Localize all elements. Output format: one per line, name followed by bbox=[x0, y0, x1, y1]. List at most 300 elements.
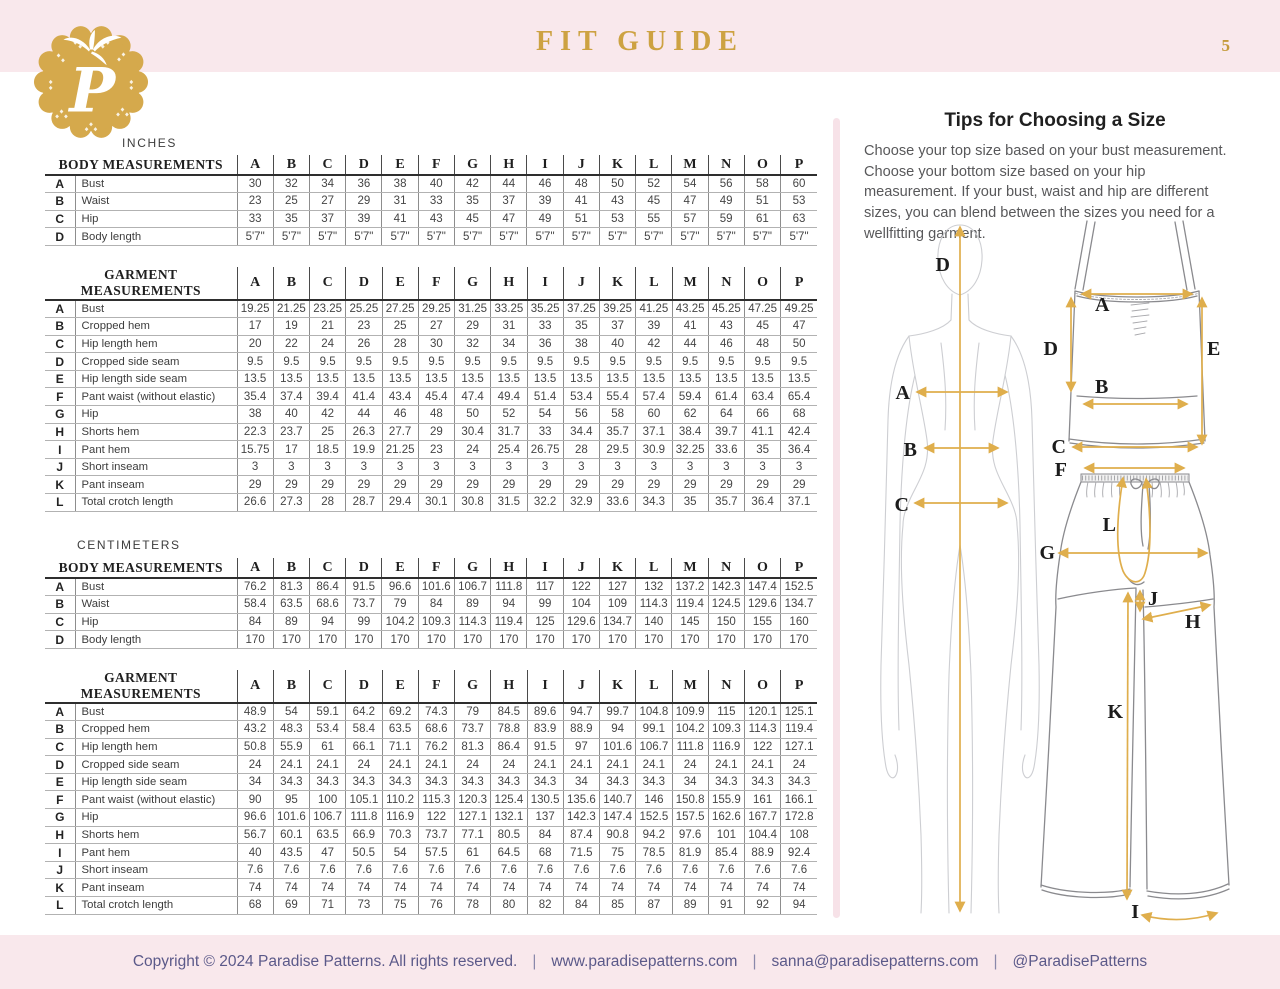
measurement-value: 7.6 bbox=[781, 861, 817, 879]
measurement-value: 28 bbox=[382, 335, 418, 353]
measurement-value: 37.4 bbox=[273, 388, 309, 406]
measurement-value: 34.4 bbox=[563, 423, 599, 441]
measurement-value: 84 bbox=[563, 897, 599, 915]
row-label: Shorts hem bbox=[75, 826, 237, 844]
size-column-header: G bbox=[454, 558, 490, 578]
row-label: Cropped hem bbox=[75, 318, 237, 336]
measurement-value: 104.8 bbox=[636, 703, 672, 721]
measurement-value: 24.1 bbox=[745, 756, 781, 774]
measurement-value: 7.6 bbox=[600, 861, 636, 879]
size-column-header: F bbox=[418, 670, 454, 703]
measurement-value: 109.3 bbox=[708, 721, 744, 739]
measurement-value: 142.3 bbox=[563, 809, 599, 827]
measurement-value: 116.9 bbox=[382, 809, 418, 827]
measurement-value: 3 bbox=[237, 458, 273, 476]
measurement-value: 68 bbox=[781, 406, 817, 424]
measurement-value: 28 bbox=[310, 494, 346, 512]
measurement-value: 90.8 bbox=[600, 826, 636, 844]
measurement-value: 9.5 bbox=[745, 353, 781, 371]
table-row bbox=[45, 596, 817, 614]
measurement-value: 33.25 bbox=[491, 300, 527, 318]
size-column-header: K bbox=[599, 558, 635, 578]
measurement-value: 5'7" bbox=[273, 228, 309, 246]
measurement-value: 59.1 bbox=[310, 703, 346, 721]
measurement-value: 50.8 bbox=[237, 738, 273, 756]
measurement-value: 80 bbox=[491, 897, 527, 915]
measurement-table bbox=[45, 558, 817, 649]
row-label: Pant inseam bbox=[75, 476, 237, 494]
measurement-value: 53.4 bbox=[563, 388, 599, 406]
table-row bbox=[45, 406, 817, 424]
measurement-value: 7.6 bbox=[346, 861, 382, 879]
measurement-value: 34.3 bbox=[491, 773, 527, 791]
measurement-value: 5'7" bbox=[672, 228, 708, 246]
measurement-value: 89 bbox=[273, 613, 309, 631]
measurement-value: 5'7" bbox=[599, 228, 635, 246]
measurement-value: 46 bbox=[708, 335, 744, 353]
measurement-value: 25.4 bbox=[491, 441, 527, 459]
measurement-value: 166.1 bbox=[781, 791, 817, 809]
measurement-value: 160 bbox=[781, 613, 817, 631]
table-row bbox=[45, 318, 817, 336]
measurement-value: 9.5 bbox=[382, 353, 418, 371]
measurement-value: 70.3 bbox=[382, 826, 418, 844]
row-label: Hip length side seam bbox=[75, 370, 237, 388]
measurement-value: 125.4 bbox=[491, 791, 527, 809]
measurement-value: 43.2 bbox=[237, 721, 273, 739]
measurement-value: 5'7" bbox=[346, 228, 382, 246]
measurement-value: 13.5 bbox=[346, 370, 382, 388]
measurement-value: 34.3 bbox=[382, 773, 418, 791]
measurement-value: 3 bbox=[418, 458, 454, 476]
measurement-value: 96.6 bbox=[382, 578, 418, 596]
measurement-value: 25 bbox=[273, 193, 309, 211]
measurement-value: 31 bbox=[382, 193, 418, 211]
measurement-value: 3 bbox=[382, 458, 418, 476]
measurement-value: 7.6 bbox=[382, 861, 418, 879]
measurement-value: 82 bbox=[527, 897, 563, 915]
measurement-value: 7.6 bbox=[745, 861, 781, 879]
measurement-value: 35 bbox=[273, 210, 309, 228]
measurement-value: 127.1 bbox=[781, 738, 817, 756]
measurement-value: 35 bbox=[454, 193, 490, 211]
measurement-value: 5'7" bbox=[744, 228, 780, 246]
measurement-value: 3 bbox=[346, 458, 382, 476]
measurement-value: 91.5 bbox=[527, 738, 563, 756]
size-column-header: D bbox=[346, 558, 382, 578]
measurement-value: 115.3 bbox=[418, 791, 454, 809]
measurement-value: 152.5 bbox=[781, 578, 817, 596]
measurement-value: 45 bbox=[636, 193, 672, 211]
measurement-value: 21 bbox=[310, 318, 346, 336]
measurement-value: 24 bbox=[346, 756, 382, 774]
measurement-value: 79 bbox=[382, 596, 418, 614]
measurement-value: 88.9 bbox=[745, 844, 781, 862]
measurement-value: 3 bbox=[527, 458, 563, 476]
measurement-value: 39 bbox=[346, 210, 382, 228]
measurement-value: 5'7" bbox=[781, 228, 817, 246]
measurement-value: 29 bbox=[346, 476, 382, 494]
measurement-value: 170 bbox=[309, 631, 345, 649]
measurement-value: 41 bbox=[672, 318, 708, 336]
measurement-value: 37.25 bbox=[563, 300, 599, 318]
measurement-value: 73.7 bbox=[455, 721, 491, 739]
measurement-value: 64.5 bbox=[491, 844, 527, 862]
table-row bbox=[45, 335, 817, 353]
measurement-value: 101.6 bbox=[600, 738, 636, 756]
measurement-value: 47 bbox=[781, 318, 817, 336]
measurement-value: 137.2 bbox=[672, 578, 708, 596]
measurement-value: 64 bbox=[708, 406, 744, 424]
measurement-value: 56 bbox=[563, 406, 599, 424]
measurement-value: 45 bbox=[454, 210, 490, 228]
measurement-value: 69 bbox=[273, 897, 309, 915]
measurement-value: 71.5 bbox=[563, 844, 599, 862]
row-key: F bbox=[45, 791, 75, 809]
measurement-value: 147.4 bbox=[744, 578, 780, 596]
measurement-value: 170 bbox=[599, 631, 635, 649]
measurement-value: 66 bbox=[745, 406, 781, 424]
measurement-value: 155.9 bbox=[708, 791, 744, 809]
measurement-value: 19.9 bbox=[346, 441, 382, 459]
size-column-header: K bbox=[599, 155, 635, 175]
row-key: K bbox=[45, 476, 75, 494]
row-label: Bust bbox=[75, 578, 237, 596]
measurement-value: 170 bbox=[672, 631, 708, 649]
measurement-value: 3 bbox=[781, 458, 817, 476]
measurement-value: 34.3 bbox=[636, 773, 672, 791]
measurement-value: 34.3 bbox=[455, 773, 491, 791]
size-column-header: I bbox=[527, 558, 563, 578]
measurement-value: 140 bbox=[636, 613, 672, 631]
measurement-value: 3 bbox=[310, 458, 346, 476]
measurement-value: 122 bbox=[418, 809, 454, 827]
top-label-c: C bbox=[1051, 436, 1066, 458]
measurement-value: 35 bbox=[672, 494, 708, 512]
row-label: Hip length hem bbox=[75, 738, 237, 756]
measurement-value: 57 bbox=[672, 210, 708, 228]
measurement-value: 92.4 bbox=[781, 844, 817, 862]
measurement-value: 84 bbox=[527, 826, 563, 844]
measurement-table bbox=[45, 267, 817, 512]
measurement-value: 89 bbox=[672, 897, 708, 915]
measurement-value: 61 bbox=[310, 738, 346, 756]
measurement-value: 20 bbox=[237, 335, 273, 353]
size-column-header: O bbox=[745, 670, 781, 703]
measurement-value: 38 bbox=[237, 406, 273, 424]
measurement-value: 15.75 bbox=[237, 441, 273, 459]
size-column-header: M bbox=[672, 558, 708, 578]
row-label: Body length bbox=[75, 228, 237, 246]
measurement-value: 29 bbox=[745, 476, 781, 494]
measurement-value: 170 bbox=[781, 631, 817, 649]
waist-gathers bbox=[1087, 482, 1185, 497]
measurement-value: 167.7 bbox=[745, 809, 781, 827]
measurement-value: 29.4 bbox=[382, 494, 418, 512]
size-column-header: A bbox=[237, 155, 273, 175]
size-column-header: M bbox=[672, 155, 708, 175]
measurement-value: 30 bbox=[418, 335, 454, 353]
measurement-value: 132 bbox=[636, 578, 672, 596]
measurement-value: 24.1 bbox=[527, 756, 563, 774]
measurement-value: 32.2 bbox=[527, 494, 563, 512]
measurement-value: 142.3 bbox=[708, 578, 744, 596]
tips-paragraph: Choose your top size based on your bust measurement. Choose your bottom size based on your hip measurement. If your bust, waist and hip are different sizes, you can blend between the sizes you need for a wellfitting garment. bbox=[864, 143, 1227, 242]
measurement-value: 170 bbox=[744, 631, 780, 649]
measurement-value: 32 bbox=[273, 175, 309, 193]
table-row bbox=[45, 441, 817, 459]
size-column-header: G bbox=[455, 267, 491, 300]
website-link[interactable]: www.paradisepatterns.com bbox=[551, 953, 738, 970]
table-row bbox=[45, 300, 817, 318]
table-row bbox=[45, 578, 817, 596]
measurement-value: 51 bbox=[744, 193, 780, 211]
size-column-header: J bbox=[563, 670, 599, 703]
measurement-value: 27 bbox=[418, 318, 454, 336]
row-key: G bbox=[45, 809, 75, 827]
measurement-value: 74 bbox=[708, 879, 744, 897]
measurement-value: 21.25 bbox=[382, 441, 418, 459]
size-column-header: I bbox=[527, 670, 563, 703]
measurement-value: 161 bbox=[745, 791, 781, 809]
table-row bbox=[45, 809, 817, 827]
measurement-value: 5'7" bbox=[454, 228, 490, 246]
measurement-value: 24 bbox=[672, 756, 708, 774]
measurement-value: 129.6 bbox=[563, 613, 599, 631]
measurement-value: 43.25 bbox=[672, 300, 708, 318]
top-label-b: B bbox=[1095, 376, 1109, 398]
size-column-header: F bbox=[418, 267, 454, 300]
top-label-a: A bbox=[1095, 294, 1110, 316]
measurement-value: 106.7 bbox=[454, 578, 490, 596]
size-column-header: H bbox=[491, 558, 527, 578]
measurement-value: 97 bbox=[563, 738, 599, 756]
row-key: D bbox=[45, 228, 75, 246]
measurement-value: 34 bbox=[237, 773, 273, 791]
measurement-value: 170 bbox=[454, 631, 490, 649]
measurement-value: 84 bbox=[237, 613, 273, 631]
measurement-value: 34.3 bbox=[636, 494, 672, 512]
row-key: L bbox=[45, 494, 75, 512]
measurement-value: 35 bbox=[745, 441, 781, 459]
measurement-value: 22.3 bbox=[237, 423, 273, 441]
pants-illustration bbox=[1039, 459, 1229, 923]
measurement-value: 74 bbox=[491, 879, 527, 897]
measurement-value: 33 bbox=[527, 423, 563, 441]
row-key: B bbox=[45, 318, 75, 336]
measurement-value: 75 bbox=[382, 897, 418, 915]
measurement-value: 35.4 bbox=[237, 388, 273, 406]
measurement-value: 110.2 bbox=[382, 791, 418, 809]
measurement-value: 40 bbox=[418, 175, 454, 193]
measurement-value: 114.3 bbox=[636, 596, 672, 614]
measurement-value: 134.7 bbox=[599, 613, 635, 631]
measurement-value: 172.8 bbox=[781, 809, 817, 827]
measurement-value: 5'7" bbox=[527, 228, 563, 246]
measurement-value: 30.9 bbox=[636, 441, 672, 459]
table-row bbox=[45, 353, 817, 371]
measurement-value: 170 bbox=[708, 631, 744, 649]
measurement-value: 5'7" bbox=[708, 228, 744, 246]
table-title: BODY MEASUREMENTS bbox=[45, 155, 237, 175]
measurement-value: 27.3 bbox=[273, 494, 309, 512]
measurement-value: 47.25 bbox=[745, 300, 781, 318]
size-column-header: I bbox=[527, 155, 563, 175]
size-column-header: J bbox=[563, 155, 599, 175]
measurement-value: 13.5 bbox=[563, 370, 599, 388]
measurement-value: 9.5 bbox=[636, 353, 672, 371]
measurement-value: 9.5 bbox=[672, 353, 708, 371]
measurement-value: 3 bbox=[708, 458, 744, 476]
measurement-value: 63.5 bbox=[273, 596, 309, 614]
size-column-header: C bbox=[310, 670, 346, 703]
measurement-value: 89 bbox=[454, 596, 490, 614]
measurement-value: 9.5 bbox=[491, 353, 527, 371]
table-row bbox=[45, 210, 817, 228]
row-key: K bbox=[45, 879, 75, 897]
measurement-value: 54 bbox=[527, 406, 563, 424]
measurement-value: 27.7 bbox=[382, 423, 418, 441]
measurement-value: 48 bbox=[745, 335, 781, 353]
measurement-value: 42 bbox=[636, 335, 672, 353]
table-row bbox=[45, 738, 817, 756]
measurement-value: 38.4 bbox=[672, 423, 708, 441]
table-row bbox=[45, 476, 817, 494]
measurement-value: 155 bbox=[744, 613, 780, 631]
camisole-illustration bbox=[1044, 221, 1221, 458]
measurement-value: 104 bbox=[563, 596, 599, 614]
measurement-value: 106.7 bbox=[310, 809, 346, 827]
measurement-value: 29 bbox=[491, 476, 527, 494]
measurement-value: 73.7 bbox=[418, 826, 454, 844]
measurement-value: 74 bbox=[455, 879, 491, 897]
measurement-value: 94 bbox=[781, 897, 817, 915]
measurement-value: 51 bbox=[563, 210, 599, 228]
measurement-value: 35.7 bbox=[708, 494, 744, 512]
copyright-text: Copyright © 2024 Paradise Patterns. All rights reserved. bbox=[132, 953, 518, 970]
row-key: A bbox=[45, 703, 75, 721]
measurement-value: 23.7 bbox=[273, 423, 309, 441]
measurement-value: 84.5 bbox=[491, 703, 527, 721]
size-column-header: P bbox=[781, 558, 817, 578]
row-label: Waist bbox=[75, 596, 237, 614]
body-label-d: D bbox=[935, 254, 950, 276]
measurement-value: 99 bbox=[346, 613, 382, 631]
row-label: Total crotch length bbox=[75, 494, 237, 512]
measurement-value: 21.25 bbox=[273, 300, 309, 318]
social-handle-link[interactable]: @ParadisePatterns bbox=[1012, 953, 1148, 970]
row-key: H bbox=[45, 423, 75, 441]
measurement-value: 56 bbox=[708, 175, 744, 193]
tips-heading: Tips for Choosing a Size bbox=[944, 110, 1166, 131]
pants-label-g: G bbox=[1039, 542, 1055, 564]
measurement-value: 13.5 bbox=[672, 370, 708, 388]
measurement-value: 29 bbox=[382, 476, 418, 494]
email-link[interactable]: sanna@paradisepatterns.com bbox=[771, 953, 979, 970]
measurement-value: 115 bbox=[708, 703, 744, 721]
measurement-value: 7.6 bbox=[273, 861, 309, 879]
measurement-value: 24 bbox=[455, 441, 491, 459]
measurement-value: 32.25 bbox=[672, 441, 708, 459]
measurement-value: 55 bbox=[636, 210, 672, 228]
measurement-value: 97.6 bbox=[672, 826, 708, 844]
measurement-value: 24.1 bbox=[563, 756, 599, 774]
measurement-value: 23 bbox=[237, 193, 273, 211]
section-divider bbox=[833, 118, 840, 918]
measurement-value: 114.3 bbox=[454, 613, 490, 631]
size-column-header: I bbox=[527, 267, 563, 300]
size-column-header: A bbox=[237, 670, 273, 703]
row-label: Hip length side seam bbox=[75, 773, 237, 791]
measurement-value: 74 bbox=[418, 879, 454, 897]
measurement-value: 104.2 bbox=[382, 613, 418, 631]
measurement-value: 86.4 bbox=[491, 738, 527, 756]
measurement-value: 33 bbox=[418, 193, 454, 211]
measurement-value: 17 bbox=[237, 318, 273, 336]
pants-label-h: H bbox=[1185, 611, 1201, 633]
measurement-value: 145 bbox=[672, 613, 708, 631]
measurement-value: 35 bbox=[563, 318, 599, 336]
measurement-value: 9.5 bbox=[346, 353, 382, 371]
measurement-value: 29 bbox=[310, 476, 346, 494]
measurement-value: 52 bbox=[491, 406, 527, 424]
measurement-value: 74 bbox=[310, 879, 346, 897]
measurement-value: 117 bbox=[527, 578, 563, 596]
measurement-value: 33 bbox=[237, 210, 273, 228]
measurement-value: 94 bbox=[491, 596, 527, 614]
pants-label-l: L bbox=[1102, 514, 1116, 536]
measurement-value: 13.5 bbox=[273, 370, 309, 388]
table-header-row bbox=[45, 155, 817, 175]
size-column-header: M bbox=[672, 670, 708, 703]
row-key: J bbox=[45, 861, 75, 879]
row-key: A bbox=[45, 300, 75, 318]
measurement-value: 7.6 bbox=[455, 861, 491, 879]
measurement-value: 19 bbox=[273, 318, 309, 336]
footer-separator: | bbox=[993, 953, 998, 970]
measurement-value: 13.5 bbox=[237, 370, 273, 388]
measurement-value: 170 bbox=[527, 631, 563, 649]
top-label-e: E bbox=[1207, 338, 1221, 360]
table-row bbox=[45, 613, 817, 631]
measurement-value: 3 bbox=[745, 458, 781, 476]
measurement-value: 34.3 bbox=[527, 773, 563, 791]
measurement-value: 24 bbox=[781, 756, 817, 774]
top-label-d: D bbox=[1043, 338, 1058, 360]
table-row bbox=[45, 721, 817, 739]
measurement-value: 74 bbox=[636, 879, 672, 897]
measurement-value: 29 bbox=[455, 318, 491, 336]
measurement-value: 24.1 bbox=[600, 756, 636, 774]
row-key: B bbox=[45, 721, 75, 739]
measurement-value: 7.6 bbox=[491, 861, 527, 879]
row-key: C bbox=[45, 738, 75, 756]
measurement-value: 5'7" bbox=[636, 228, 672, 246]
row-label: Short inseam bbox=[75, 861, 237, 879]
measurement-value: 38 bbox=[563, 335, 599, 353]
measurement-value: 34.3 bbox=[310, 773, 346, 791]
measurement-value: 9.5 bbox=[708, 353, 744, 371]
measurement-value: 7.6 bbox=[636, 861, 672, 879]
table-row bbox=[45, 826, 817, 844]
measurement-value: 83.9 bbox=[527, 721, 563, 739]
measurement-value: 150 bbox=[708, 613, 744, 631]
measurement-value: 33 bbox=[527, 318, 563, 336]
measurement-value: 35.25 bbox=[527, 300, 563, 318]
measurement-value: 36.4 bbox=[745, 494, 781, 512]
measurement-value: 63.5 bbox=[310, 826, 346, 844]
measurement-value: 78 bbox=[455, 897, 491, 915]
